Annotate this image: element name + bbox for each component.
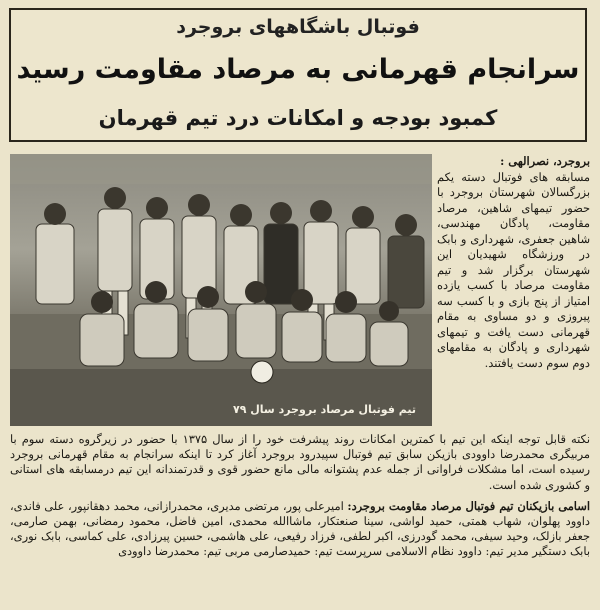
article-headline: سرانجام قهرمانی به مرصاد مقاومت رسید bbox=[16, 54, 580, 85]
article-subhead: کمبود بودجه و امکانات درد تیم قهرمان bbox=[98, 106, 498, 130]
article-kicker: فوتبال باشگاههای بروجرد bbox=[176, 16, 420, 38]
team-photo bbox=[10, 154, 432, 426]
article-paragraph-2: نکته قابل توجه اینکه این تیم با کمترین امکانات روند پیشرفت خود را از سال ۱۳۷۵ با حضور در زیرگروه دسته سوم با مربیگری محمدرضا داوودی بازیکن سابق تیم فوتبال سپیدرود بروجرد آغاز کرد تا اینکه سرانجام به مقام قهرمانی بروجرد رسیده است، اما مشکلات فراوانی از جمله عدم پشتوانه مالی مانع حضور قوی و قدرتمندانه این تیم درمسابقه های استانی و کشوری شده است. bbox=[10, 432, 591, 492]
team-photo-illustration bbox=[10, 154, 432, 426]
article-roster bbox=[10, 499, 590, 560]
headline-box bbox=[9, 8, 587, 142]
article-dateline: بروجرد، نصرالهی : bbox=[500, 154, 590, 168]
article-side-column bbox=[437, 154, 590, 436]
article-body bbox=[10, 432, 590, 566]
roster-label: اسامی بازیکنان تیم فوتبال مرصاد مقاومت بروجرد: bbox=[347, 498, 590, 513]
photo-caption: تیم فوتبال مرصاد بروجرد سال ۷۹ bbox=[232, 403, 416, 416]
article-lead-paragraph: مسابقه های فوتبال دسته یکم بزرگسالان شهرستان بروجرد با حضور تیمهای شاهین، مرصاد مقاومت، پادگان مهندسی، شاهین جعفری، شهرداری و بابک در ورزشگاه شهیدیان این شهرستان برگزار شد و تیم مقاومت مرصاد با کسب یازده امتیاز از پنج بازی و با کسب سه پیروزی و دو مساوی به مقام قهرمانی دست یافت و تیمهای شهرداری و پادگان به مقامهای دوم سوم دست یافتند. bbox=[437, 169, 590, 370]
roster-names: امیرعلی پور، مرتضی مدیری، محمدرازانی، محمد دهقانپور، علی فاندی، داوود پهلوان، شهاب همتی، حمید لواشی، سینا صنعتکار، ماشاالله محمدی، امین فاضل، محمود رمضانی، بهمن صارمی، جعفر بازلک، وحید سیفی، محمد گودرزی، اکبر لطفی، فرزاد رفیعی، علی هاشمی، حسین پیرزادی، علی کماسی، بابک نوری، بابک دستگیر مدیر تیم: داوود نظام الاسلامی سرپرست تیم: حمیدصارمی مربی تیم: محمدرضا داوودی bbox=[10, 498, 590, 559]
